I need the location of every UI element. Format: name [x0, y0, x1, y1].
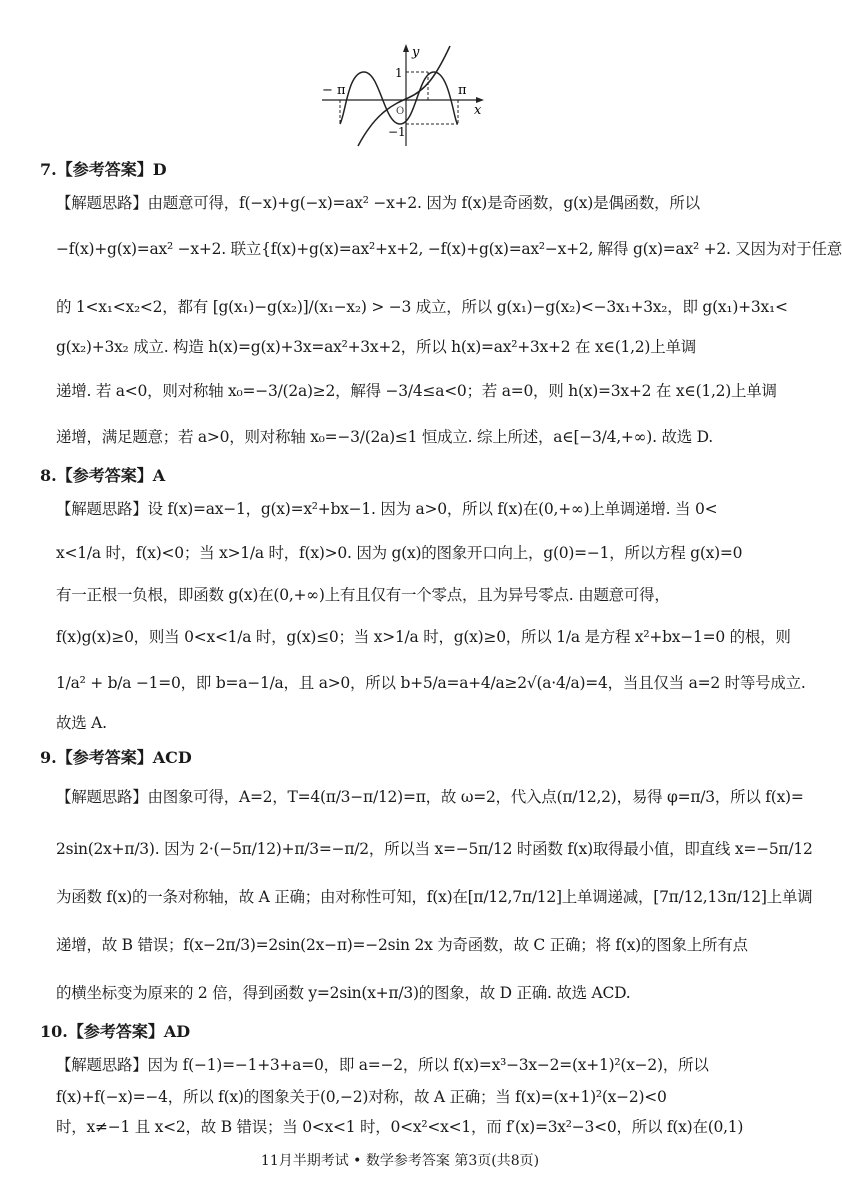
label-one: 1: [395, 66, 403, 80]
q9-heading: 9.【参考答案】ACD: [40, 748, 192, 767]
q10-line-2: f(x)+f(−x)=−4，所以 f(x)的图象关于(0,−2)对称，故 A 正确；当 f(x)=(x+1)²(x−2)<0: [56, 1088, 667, 1106]
q8-line-1: 【解题思路】设 f(x)=ax−1，g(x)=x²+bx−1. 因为 a>0，所以 f(x)在(0,+∞)上单调递增. 当 0<: [56, 500, 718, 518]
q8-heading: 8.【参考答案】A: [40, 466, 166, 485]
q7-line-2: −f(x)+g(x)=ax² −x+2. 联立{f(x)+g(x)=ax²+x+2, −f(x)+g(x)=ax²−x+2, 解得 g(x)=ax² +2. 又因为对于任意: [56, 240, 842, 258]
q7-heading: 7.【参考答案】D: [40, 160, 167, 179]
q8-line-6: 故选 A.: [56, 714, 107, 732]
q8-line-4: f(x)g(x)≥0，则当 0<x<1/a 时，g(x)≤0；当 x>1/a 时，g(x)≥0，所以 1/a 是方程 x²+bx−1=0 的根，则: [56, 628, 791, 646]
y-axis-arrow: [403, 44, 409, 52]
q9-line-2: 2sin(2x+π/3). 因为 2·(−5π/12)+π/3=−π/2，所以当 x=−5π/12 时函数 f(x)取得最小值，即直线 x=−5π/12: [56, 840, 813, 858]
q8-line-3: 有一正根一负根，即函数 g(x)在(0,+∞)上有且仅有一个零点，且为异号零点. 由题意可得，: [56, 586, 670, 604]
label-origin: O: [396, 106, 405, 117]
q7-line-4: g(x₂)+3x₂ 成立. 构造 h(x)=g(x)+3x=ax²+3x+2，所以 h(x)=ax²+3x+2 在 x∈(1,2)上单调: [56, 338, 696, 356]
label-neg-pi: − π: [322, 83, 346, 98]
label-y: y: [412, 45, 420, 60]
label-pi: π: [458, 83, 467, 98]
q7-line-5: 递增. 若 a<0，则对称轴 x₀=−3/(2a)≥2，解得 −3/4≤a<0；若 a=0，则 h(x)=3x+2 在 x∈(1,2)上单调: [56, 382, 777, 400]
q9-line-3: 为函数 f(x)的一条对称轴，故 A 正确；由对称性可知，f(x)在[π/12,7π/12]上单调递减，[7π/12,13π/12]上单调: [56, 888, 813, 906]
q7-line-6: 递增，满足题意；若 a>0，则对称轴 x₀=−3/(2a)≤1 恒成立. 综上所述，a∈[−3/4,+∞). 故选 D.: [56, 428, 713, 446]
label-neg-one: −1: [388, 125, 406, 139]
q9-line-4: 递增，故 B 错误；f(x−2π/3)=2sin(2x−π)=−2sin 2x 为奇函数，故 C 正确；将 f(x)的图象上所有点: [56, 936, 748, 954]
q7-line-1: 【解题思路】由题意可得，f(−x)+g(−x)=ax² −x+2. 因为 f(x)是奇函数，g(x)是偶函数，所以: [56, 194, 700, 212]
q10-line-1: 【解题思路】因为 f(−1)=−1+3+a=0，即 a=−2，所以 f(x)=x³−3x−2=(x+1)²(x−2)，所以: [56, 1056, 709, 1074]
q8-line-5: 1/a² + b/a −1=0，即 b=a−1/a，且 a>0，所以 b+5/a=a+4/a≥2√(a·4/a)=4，当且仅当 a=2 时等号成立.: [56, 674, 806, 692]
q7-line-3: 的 1<x₁<x₂<2，都有 [g(x₁)−g(x₂)]/(x₁−x₂) > −3 成立，所以 g(x₁)−g(x₂)<−3x₁+3x₂，即 g(x₁)+3x₁<: [56, 298, 788, 316]
page-footer: 11月半期考试 • 数学参考答案 第3页(共8页): [260, 1153, 540, 1169]
q9-line-1: 【解题思路】由图象可得，A=2，T=4(π/3−π/12)=π，故 ω=2，代入点(π/12,2)，易得 φ=π/3，所以 f(x)=: [56, 788, 804, 806]
q10-line-3: 时，x≠−1 且 x<2，故 B 错误；当 0<x<1 时，0<x²<x<1，而 f′(x)=3x²−3<0，所以 f(x)在(0,1): [56, 1118, 744, 1136]
q9-line-5: 的横坐标变为原来的 2 倍，得到函数 y=2sin(x+π/3)的图象，故 D 正确. 故选 ACD.: [56, 984, 631, 1002]
label-x: x: [474, 103, 482, 118]
q10-heading: 10.【参考答案】AD: [40, 1022, 191, 1041]
q8-line-2: x<1/a 时，f(x)<0；当 x>1/a 时，f(x)>0. 因为 g(x)的图象开口向上，g(0)=−1，所以方程 g(x)=0: [56, 544, 743, 562]
function-graph: [318, 42, 488, 150]
